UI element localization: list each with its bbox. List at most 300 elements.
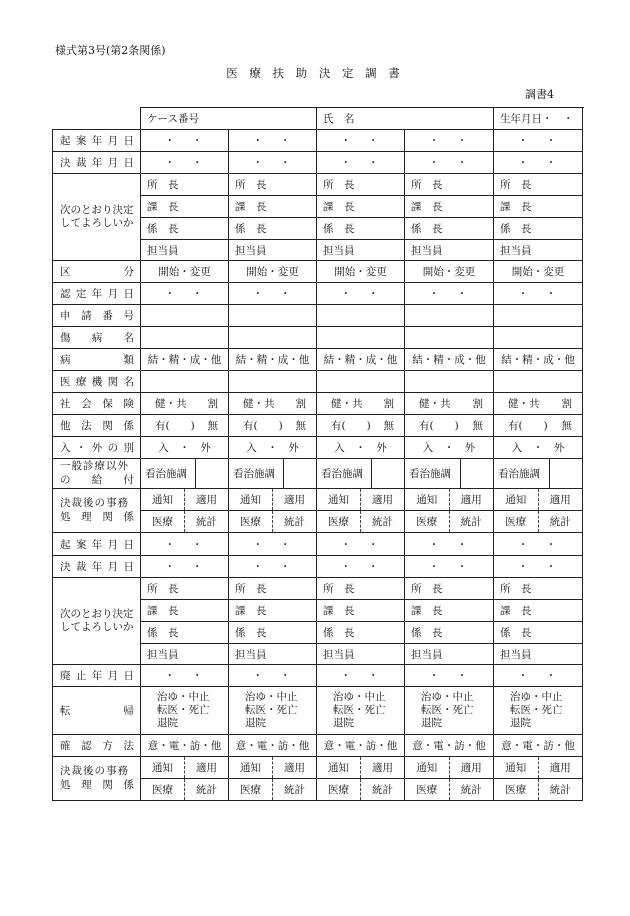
case-number-cell[interactable]: ケース番号 (141, 108, 317, 130)
dot: ・ (280, 288, 293, 300)
process-item[interactable]: 医療 (405, 511, 450, 532)
label-shakai: 社会保険 (53, 393, 141, 415)
birth-date-wrap (494, 111, 582, 126)
kubun-cell[interactable]: 開始・変更 (141, 261, 229, 283)
dot: ・ (456, 135, 470, 147)
date-dots (229, 155, 316, 170)
process-pair (317, 511, 404, 532)
form-row (53, 665, 583, 687)
dot: ・ (252, 670, 265, 682)
kian-date-cell[interactable] (405, 130, 494, 152)
dot: ・ (340, 157, 354, 169)
label-shinsei: 申請番号 (53, 305, 141, 327)
date-dots (494, 155, 582, 170)
kakunin-cell[interactable]: 意・電・訪・他 (405, 735, 494, 757)
approver-cell[interactable]: 課 長 (405, 600, 494, 622)
nintei-date-cell[interactable] (405, 283, 494, 305)
kessai2-date-cell[interactable] (317, 556, 405, 578)
approver-cell[interactable]: 課 長 (229, 600, 317, 622)
form-row (53, 108, 583, 130)
kango-box[interactable] (196, 459, 228, 488)
shakai-cell[interactable] (405, 393, 494, 415)
process-item[interactable]: 統計 (284, 516, 306, 528)
kubun-cell[interactable]: 開始・変更 (405, 261, 494, 283)
byorui-cell[interactable]: 結・精・成・他 (141, 349, 229, 371)
label-kian2: 起案年月日 (53, 533, 141, 556)
dot: ・ (428, 135, 442, 147)
iryokikan-cell[interactable] (317, 371, 405, 393)
label-jimu2: 決裁後の事務処理関係 (53, 757, 141, 801)
process-item[interactable]: 通知 (494, 757, 539, 778)
process-cell[interactable] (141, 489, 229, 511)
form-row (53, 261, 583, 283)
shobyo-cell[interactable] (317, 327, 405, 349)
approver-cell[interactable]: 担当員 (317, 644, 405, 665)
iryokikan-cell[interactable] (494, 371, 583, 393)
shobyo-cell[interactable] (405, 327, 494, 349)
kango-label: 看治施調 (317, 459, 372, 488)
form-row (53, 578, 583, 600)
date-dots (317, 537, 404, 552)
nyugai-cell[interactable]: 入 ・ 外 (494, 437, 583, 459)
process-item[interactable]: 通知 (405, 757, 450, 778)
process-cell[interactable] (317, 779, 405, 801)
shakai-pair (229, 396, 316, 411)
process-item[interactable]: 適用 (284, 762, 306, 774)
process-item[interactable]: 医療 (317, 511, 361, 532)
shinsei-cell[interactable] (494, 305, 583, 327)
approver-cell[interactable]: 係 長 (229, 218, 317, 240)
approver-cell[interactable]: 係 長 (317, 218, 405, 240)
tahou-a: 有( ) (155, 420, 195, 432)
process-cell[interactable] (141, 757, 229, 779)
process-item[interactable]: 適用 (460, 762, 482, 774)
kessai-date-cell[interactable] (494, 152, 583, 174)
approver-cell[interactable]: 担当員 (405, 644, 494, 665)
label-tenki: 転帰 (53, 687, 141, 735)
dot: ・ (517, 135, 531, 147)
kango-label: 看治施調 (405, 459, 461, 488)
date-dots (141, 286, 228, 301)
shakai-cell[interactable] (141, 393, 229, 415)
byorui-cell[interactable]: 結・精・成・他 (494, 349, 583, 371)
approver-cell[interactable]: 所 長 (494, 174, 583, 196)
kessai2-date-cell[interactable] (494, 556, 583, 578)
approver-cell[interactable]: 課 長 (317, 600, 405, 622)
approver-cell[interactable]: 担当員 (229, 644, 317, 665)
dot: ・ (192, 288, 205, 300)
process-item[interactable]: 統計 (460, 516, 482, 528)
process-cell[interactable] (405, 757, 494, 779)
date-dots (229, 559, 316, 574)
approver-cell[interactable]: 課 長 (141, 196, 229, 218)
nyugai-cell[interactable]: 入 ・ 外 (405, 437, 494, 459)
haishi-date-cell[interactable] (141, 665, 229, 687)
approver-cell[interactable]: 係 長 (229, 622, 317, 644)
kakunin-cell[interactable]: 意・電・訪・他 (229, 735, 317, 757)
approver-cell[interactable]: 担当員 (405, 240, 494, 261)
tenki-cell[interactable] (317, 687, 405, 735)
shakai-a: 健・共 (243, 398, 275, 410)
dot: ・ (368, 157, 381, 169)
approver-cell[interactable]: 課 長 (494, 196, 583, 218)
process-cell[interactable] (229, 511, 317, 533)
approver-cell[interactable]: 担当員 (141, 240, 229, 261)
label-approve: 次のとおり決定してよろしいか (53, 174, 141, 261)
kango-cell[interactable] (229, 459, 317, 489)
form-row (53, 415, 583, 437)
form-row (53, 371, 583, 393)
approver-cell[interactable]: 係 長 (141, 218, 229, 240)
tahou-cell[interactable] (494, 415, 583, 437)
tenki-line: 治ゆ・中止 (421, 690, 474, 703)
shakai-cell[interactable] (317, 393, 405, 415)
kian-date-cell[interactable] (494, 130, 583, 152)
process-pair (494, 511, 582, 532)
tenki-line: 退院 (421, 717, 443, 730)
approver-cell[interactable]: 所 長 (317, 174, 405, 196)
form-row (53, 174, 583, 196)
tenki-cell[interactable] (229, 687, 317, 735)
kango-cell[interactable] (141, 459, 229, 489)
kubun-cell[interactable]: 開始・変更 (494, 261, 583, 283)
kakunin-cell[interactable]: 意・電・訪・他 (494, 735, 583, 757)
byorui-cell[interactable]: 結・精・成・他 (405, 349, 494, 371)
approver-cell[interactable]: 係 長 (494, 218, 583, 240)
process-item[interactable]: 医療 (405, 779, 450, 800)
nintei-date-cell[interactable] (229, 283, 317, 305)
approver-cell[interactable]: 担当員 (141, 644, 229, 665)
tahou-cell[interactable] (229, 415, 317, 437)
process-item[interactable]: 通知 (141, 489, 185, 510)
shakai-cell[interactable] (229, 393, 317, 415)
date-dots (141, 537, 228, 552)
shobyo-cell[interactable] (494, 327, 583, 349)
kian2-date-cell[interactable] (494, 533, 583, 556)
dot: ・ (428, 157, 442, 169)
kango-box[interactable] (461, 459, 493, 488)
approver-cell[interactable]: 担当員 (494, 644, 583, 665)
approver-cell[interactable]: 所 長 (317, 578, 405, 600)
kian-date-cell[interactable] (141, 130, 229, 152)
nyugai-cell[interactable]: 入 ・ 外 (229, 437, 317, 459)
process-item[interactable]: 統計 (549, 784, 571, 796)
tenki-cell[interactable] (405, 687, 494, 735)
process-cell[interactable] (229, 489, 317, 511)
iryokikan-cell[interactable] (141, 371, 229, 393)
birth-date-cell[interactable] (494, 108, 583, 130)
shinsei-cell[interactable] (141, 305, 229, 327)
process-cell[interactable] (405, 489, 494, 511)
kango-wrap (141, 459, 228, 488)
approver-cell[interactable]: 課 長 (405, 196, 494, 218)
tahou-b: 無 (561, 420, 573, 432)
label-kian: 起案年月日 (53, 130, 141, 152)
byorui-cell[interactable]: 結・精・成・他 (317, 349, 405, 371)
nyugai-cell[interactable]: 入 ・ 外 (317, 437, 405, 459)
process-item[interactable]: 医療 (317, 779, 361, 800)
kessai-date-cell[interactable] (229, 152, 317, 174)
process-item[interactable]: 通知 (317, 489, 361, 510)
process-cell[interactable] (317, 511, 405, 533)
process-pair (229, 779, 316, 800)
approver-cell[interactable]: 所 長 (405, 578, 494, 600)
approver-cell[interactable]: 係 長 (494, 622, 583, 644)
shakai-b: 割 (207, 398, 218, 410)
shobyo-cell[interactable] (141, 327, 229, 349)
shinsei-cell[interactable] (229, 305, 317, 327)
tahou-pair (494, 418, 582, 433)
process-item[interactable]: 統計 (196, 516, 217, 528)
process-item[interactable]: 統計 (196, 784, 217, 796)
process-item[interactable]: 通知 (229, 757, 273, 778)
nintei-date-cell[interactable] (141, 283, 229, 305)
date-dots (317, 155, 404, 170)
dot: ・ (368, 538, 381, 551)
approver-cell[interactable]: 所 長 (494, 578, 583, 600)
tenki-cell[interactable] (494, 687, 583, 735)
process-item[interactable]: 医療 (494, 511, 539, 532)
dot: ・ (456, 670, 470, 682)
label-nyugai: 入・外の別 (53, 437, 141, 459)
process-item[interactable]: 適用 (460, 494, 482, 506)
shakai-a: 健・共 (419, 398, 451, 410)
kubun-cell[interactable]: 開始・変更 (317, 261, 405, 283)
kian-date-cell[interactable] (229, 130, 317, 152)
dot: ・ (545, 538, 559, 551)
haishi-date-cell[interactable] (317, 665, 405, 687)
date-dots (317, 133, 404, 148)
form-row (53, 130, 583, 152)
kango-box[interactable] (284, 459, 316, 488)
kubun-cell[interactable]: 開始・変更 (229, 261, 317, 283)
process-cell[interactable] (229, 779, 317, 801)
kango-box[interactable] (550, 459, 582, 488)
form-row (53, 437, 583, 459)
approver-cell[interactable]: 係 長 (141, 622, 229, 644)
tenki-line: 退院 (157, 717, 178, 730)
form-row (53, 393, 583, 415)
kian2-date-cell[interactable] (141, 533, 229, 556)
dot: ・ (280, 538, 293, 551)
kakunin-cell[interactable]: 意・電・訪・他 (317, 735, 405, 757)
byorui-cell[interactable]: 結・精・成・他 (229, 349, 317, 371)
process-cell[interactable] (405, 779, 494, 801)
dot: ・ (280, 670, 293, 682)
approver-cell[interactable]: 課 長 (141, 600, 229, 622)
dot: ・ (456, 288, 470, 300)
approver-cell[interactable]: 課 長 (317, 196, 405, 218)
approver-cell[interactable]: 課 長 (494, 600, 583, 622)
process-item[interactable]: 通知 (317, 757, 361, 778)
tahou-cell[interactable] (405, 415, 494, 437)
process-item[interactable]: 適用 (549, 762, 571, 774)
date-dots (405, 537, 493, 552)
process-item[interactable]: 医療 (141, 779, 185, 800)
date-dots (141, 133, 228, 148)
kessai-date-cell[interactable] (141, 152, 229, 174)
nintei-date-cell[interactable] (494, 283, 583, 305)
process-cell[interactable] (405, 511, 494, 533)
process-item[interactable]: 医療 (494, 779, 539, 800)
approver-cell[interactable]: 係 長 (405, 622, 494, 644)
dot: ・ (428, 670, 442, 682)
shakai-pair (317, 396, 404, 411)
approver-cell[interactable]: 担当員 (317, 240, 405, 261)
tahou-pair (317, 418, 404, 433)
kango-wrap (317, 459, 404, 488)
haishi-date-cell[interactable] (405, 665, 494, 687)
process-item[interactable]: 通知 (229, 489, 273, 510)
shinsei-cell[interactable] (405, 305, 494, 327)
nintei-date-cell[interactable] (317, 283, 405, 305)
process-pair (494, 779, 582, 800)
process-item[interactable]: 統計 (284, 784, 306, 796)
dot: ・ (280, 135, 293, 147)
date-dots (141, 559, 228, 574)
process-item[interactable]: 医療 (141, 511, 185, 532)
dot: ・ (340, 670, 354, 682)
date-dots (405, 155, 493, 170)
shakai-a: 健・共 (508, 398, 540, 410)
process-item[interactable]: 適用 (196, 494, 217, 506)
approver-cell[interactable]: 所 長 (141, 578, 229, 600)
dot: ・ (428, 561, 442, 573)
process-item[interactable]: 医療 (229, 511, 273, 532)
process-item[interactable]: 適用 (196, 762, 217, 774)
kakunin-cell[interactable]: 意・電・訪・他 (141, 735, 229, 757)
tenki-line: 退院 (245, 717, 266, 730)
process-item[interactable]: 通知 (405, 489, 450, 510)
kango-wrap (494, 459, 582, 488)
kango-cell[interactable] (405, 459, 494, 489)
dot: ・ (517, 288, 531, 300)
approver-cell[interactable]: 所 長 (405, 174, 494, 196)
tahou-b: 無 (295, 420, 307, 432)
approver-cell[interactable]: 課 長 (229, 196, 317, 218)
dot: ・ (340, 288, 354, 300)
shakai-pair (141, 396, 228, 411)
process-item[interactable]: 統計 (372, 784, 394, 796)
process-cell[interactable] (141, 511, 229, 533)
process-cell[interactable] (494, 779, 583, 801)
shakai-b: 割 (383, 398, 395, 410)
shakai-cell[interactable] (494, 393, 583, 415)
kessai-date-cell[interactable] (317, 152, 405, 174)
process-cell[interactable] (494, 489, 583, 511)
approver-cell[interactable]: 担当員 (229, 240, 317, 261)
approver-cell[interactable]: 係 長 (317, 622, 405, 644)
dot: ・ (252, 288, 265, 300)
tenki-line: 治ゆ・中止 (157, 690, 210, 703)
tenki-line: 転医・死亡 (510, 703, 563, 716)
shobyo-cell[interactable] (229, 327, 317, 349)
dot: ・ (164, 135, 177, 147)
date-dots (405, 133, 493, 148)
kango-cell[interactable] (494, 459, 583, 489)
tenki-cell[interactable] (141, 687, 229, 735)
kango-cell[interactable] (317, 459, 405, 489)
process-cell[interactable] (494, 757, 583, 779)
dot: ・ (280, 157, 293, 169)
date-dots (405, 286, 493, 301)
haishi-date-cell[interactable] (494, 665, 583, 687)
label-haishi: 廃止年月日 (53, 665, 141, 687)
approver-cell[interactable]: 所 長 (141, 174, 229, 196)
date-dots (494, 133, 582, 148)
form-row (53, 283, 583, 305)
dot: ・ (340, 561, 354, 573)
process-item[interactable]: 適用 (372, 762, 394, 774)
dot: ・ (368, 561, 381, 573)
process-item[interactable]: 適用 (549, 494, 571, 506)
label-kessai: 決裁年月日 (53, 152, 141, 174)
process-cell[interactable] (141, 779, 229, 801)
process-item[interactable]: 統計 (549, 516, 571, 528)
process-cell[interactable] (494, 511, 583, 533)
date-dots (229, 133, 316, 148)
date-dots (405, 668, 493, 683)
nyugai-cell[interactable]: 入 ・ 外 (141, 437, 229, 459)
kian2-date-cell[interactable] (405, 533, 494, 556)
dot: ・ (545, 288, 559, 300)
kessai-date-cell[interactable] (405, 152, 494, 174)
approver-cell[interactable]: 担当員 (494, 240, 583, 261)
iryokikan-cell[interactable] (405, 371, 494, 393)
shakai-a: 健・共 (331, 398, 363, 410)
tenki-line: 転医・死亡 (421, 703, 474, 716)
approver-cell[interactable]: 所 長 (229, 578, 317, 600)
process-cell[interactable] (317, 757, 405, 779)
approver-cell[interactable]: 所 長 (229, 174, 317, 196)
process-item[interactable]: 通知 (141, 757, 185, 778)
kian2-date-cell[interactable] (317, 533, 405, 556)
date-dots (229, 668, 316, 683)
process-item[interactable]: 適用 (284, 494, 306, 506)
process-item[interactable]: 統計 (460, 784, 482, 796)
process-item[interactable]: 適用 (372, 494, 394, 506)
process-cell[interactable] (317, 489, 405, 511)
tahou-cell[interactable] (317, 415, 405, 437)
label-kakunin: 確認方法 (53, 735, 141, 757)
form-row (53, 305, 583, 327)
shinsei-cell[interactable] (317, 305, 405, 327)
dot: ・ (164, 670, 177, 682)
process-pair (317, 757, 404, 778)
process-item[interactable]: 医療 (229, 779, 273, 800)
kian2-date-cell[interactable] (229, 533, 317, 556)
process-pair (494, 757, 582, 778)
haishi-date-cell[interactable] (229, 665, 317, 687)
form-row (53, 757, 583, 779)
process-item[interactable]: 通知 (494, 489, 539, 510)
dot: ・ (368, 670, 381, 682)
process-item[interactable]: 統計 (372, 516, 394, 528)
kessai2-date-cell[interactable] (405, 556, 494, 578)
tahou-cell[interactable] (141, 415, 229, 437)
kango-box[interactable] (372, 459, 404, 488)
name-cell[interactable]: 氏 名 (317, 108, 494, 130)
dot: ・ (545, 670, 559, 682)
approver-cell[interactable]: 係 長 (405, 218, 494, 240)
tenki-line: 退院 (333, 717, 355, 730)
process-cell[interactable] (229, 757, 317, 779)
kessai2-date-cell[interactable] (141, 556, 229, 578)
iryokikan-cell[interactable] (229, 371, 317, 393)
dot: ・ (456, 538, 470, 551)
kian-date-cell[interactable] (317, 130, 405, 152)
kessai2-date-cell[interactable] (229, 556, 317, 578)
